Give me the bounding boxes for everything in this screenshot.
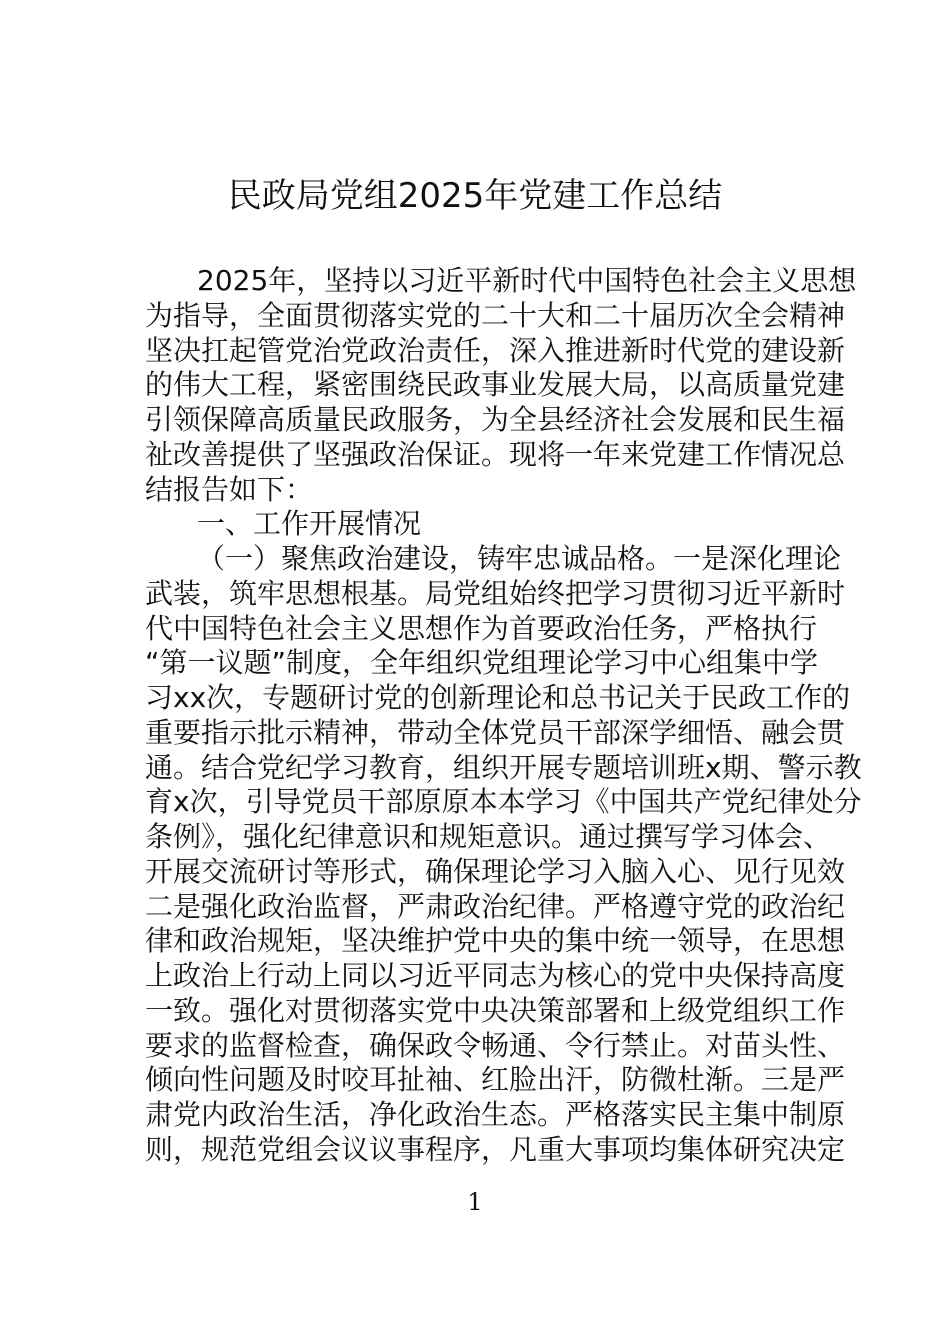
paragraph-line: 通。结合党纪学习教育，组织开展专题培训班x期、警示教 — [145, 750, 862, 784]
paragraph-line: 要求的监督检查，确保政令畅通、令行禁止。对苗头性、 — [145, 1028, 846, 1062]
paragraph-line: 上政治上行动上同以习近平同志为核心的党中央保持高度 — [145, 959, 846, 992]
section-heading: 一、工作开展情况 — [197, 507, 422, 541]
paragraph-line: “第一议题”制度，全年组织党组理论学习中心组集中学 — [145, 646, 819, 680]
paragraph-line: 则，规范党组会议议事程序，凡重大事项均集体研究决定 — [145, 1132, 846, 1166]
paragraph-line: 二是强化政治监督，严肃政治纪律。严格遵守党的政治纪 — [145, 889, 846, 923]
page-number: 1 — [467, 1188, 483, 1216]
paragraph-line: 结报告如下： — [145, 472, 314, 506]
paragraph-line: 倾向性问题及时咬耳扯袖、红脸出汗，防微杜渐。三是严 — [145, 1063, 846, 1097]
paragraph-line: 习xx次，专题研讨党的创新理论和总书记关于民政工作的 — [145, 681, 851, 714]
document-body — [145, 264, 862, 1168]
paragraph-line: 为指导，全面贯彻落实党的二十大和二十届历次全会精神 — [145, 298, 846, 332]
paragraph-line: 武装，筑牢思想根基。局党组始终把学习贯彻习近平新时 — [145, 576, 846, 610]
document-title: 民政局党组2025年党建工作总结 — [227, 176, 723, 216]
paragraph-line: 一致。强化对贯彻落实党中央决策部署和上级党组织工作 — [145, 993, 846, 1027]
paragraph-line: 代中国特色社会主义思想作为首要政治任务，严格执行 — [145, 611, 818, 645]
paragraph-line: 坚决扛起管党治党政治责任，深入推进新时代党的建设新 — [145, 333, 846, 367]
paragraph-line: 律和政治规矩，坚决维护党中央的集中统一领导，在思想 — [145, 924, 846, 958]
paragraph-line: 条例》，强化纪律意识和规矩意识。通过撰写学习体会、 — [145, 820, 832, 853]
paragraph-line: 育x次，引导党员干部原原本本学习《中国共产党纪律处分 — [145, 785, 862, 819]
paragraph-line: 开展交流研讨等形式，确保理论学习入脑入心、见行见效 — [145, 854, 846, 888]
paragraph-line: 引领保障高质量民政服务，为全县经济社会发展和民生福 — [145, 403, 846, 436]
paragraph-line: （一）聚焦政治建设，铸牢忠诚品格。一是深化理论 — [197, 542, 842, 575]
paragraph-line: 的伟大工程，紧密围绕民政事业发展大局，以高质量党建 — [145, 368, 846, 402]
paragraph-line: 肃党内政治生活，净化政治生态。严格落实民主集中制原 — [145, 1098, 846, 1131]
paragraph-line: 重要指示批示精神，带动全体党员干部深学细悟、融会贯 — [145, 715, 846, 749]
paragraph-line: 2025年，坚持以习近平新时代中国特色社会主义思想 — [197, 264, 857, 297]
paragraph-line: 祉改善提供了坚强政治保证。现将一年来党建工作情况总 — [145, 437, 846, 471]
